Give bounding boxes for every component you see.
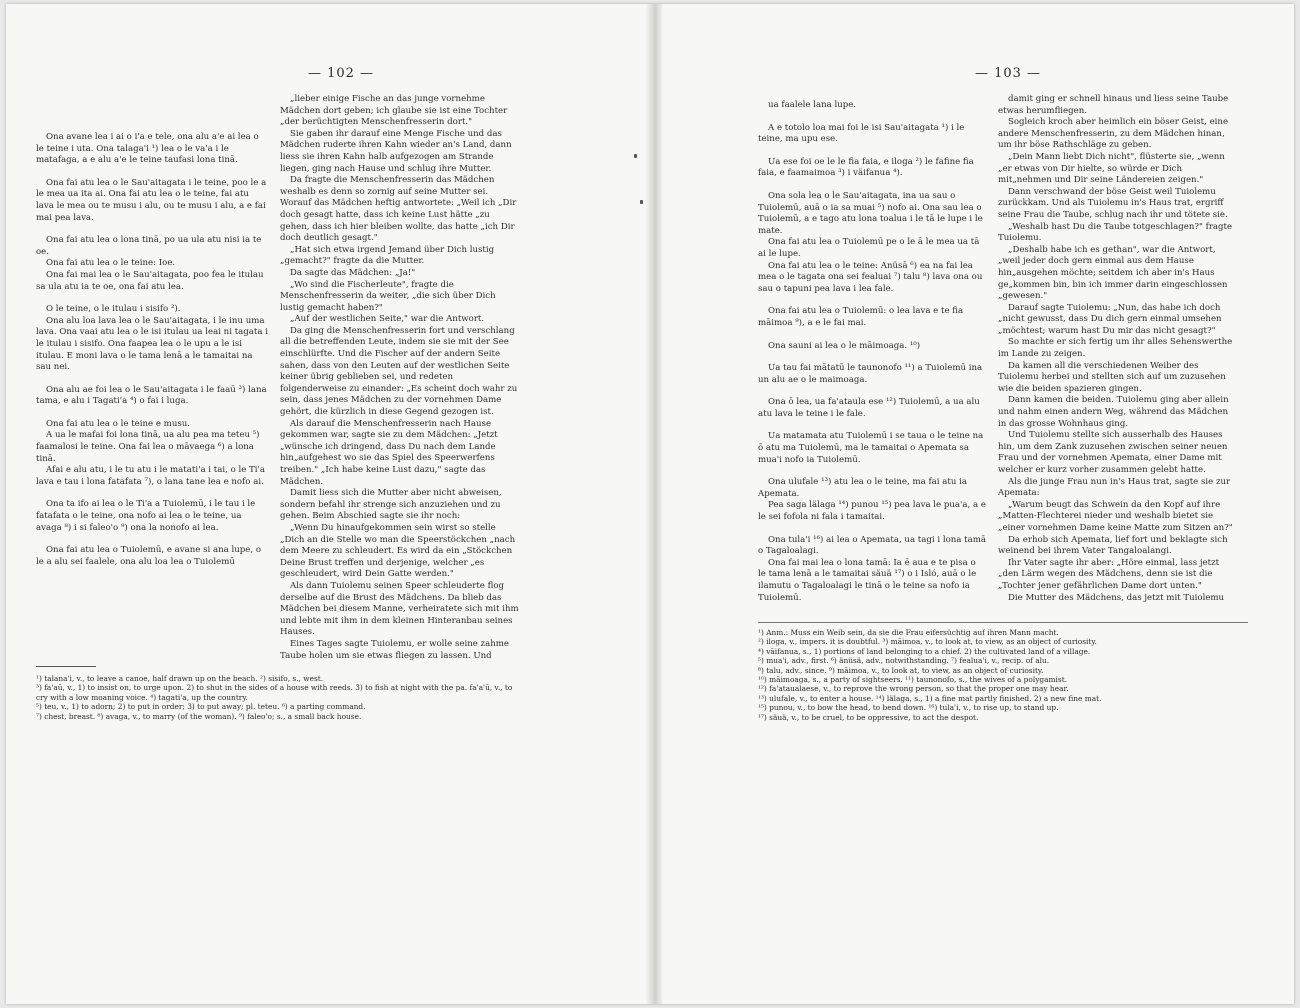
paragraph: A ua le mafai foi lona tinā, ua alu pea ma teteu ⁵) faamalosi le teine. Ona fai lea o māvaega ⁶) a lona tinā. xyxy=(36,430,260,464)
paragraph: „Hat sich etwa irgend Jemand über Dich lustig „gemacht?" fragte da die Mutter. xyxy=(280,244,495,267)
page-number: — 103 — xyxy=(974,66,1042,81)
german-column xyxy=(280,94,520,662)
paragraph: Ua ese foi oe le le fia faia, e iloga ²) le fafine fia faia, e faamaimoa ³) i väifanua ⁴). xyxy=(758,156,974,179)
paragraph: ua faalele lana lupe. xyxy=(768,100,857,110)
paragraph-gap xyxy=(36,374,268,385)
paragraph-gap xyxy=(758,180,986,191)
paragraph-gap xyxy=(758,330,986,341)
paragraph-gap xyxy=(36,293,268,304)
footnotes xyxy=(36,674,526,721)
footnote-line: ¹) Anm.: Muss ein Weib sein, da sie die Frau eifersüchtig auf ihren Mann macht. xyxy=(758,628,1059,637)
paragraph: Ihr Vater sagte ihr aber: „Höre einmal, lass jetzt „den Lärm wegen des Mädchens, denn sie ist die „Tochter jener gefährlichen Dame dort unten." xyxy=(998,557,1220,591)
scan-speck xyxy=(634,154,637,158)
paragraph-gap xyxy=(758,295,986,306)
paragraph: Ona ulufale ¹³) atu lea o le teine, ma fai atu ia Apemata. xyxy=(758,477,967,499)
footnote-line: ¹²) fa'ataualaese, v., to reprove the wrong person, so that the proper one may hear. xyxy=(758,684,1069,694)
footnote-line: ⁸) talu, adv., since. ⁹) māimoa, v., to look at, to view, as an object of curiosity. xyxy=(758,665,1044,675)
paragraph-gap xyxy=(758,112,986,123)
footnote-line: ²) iloga, v., impers. it is doubtful. ³) māimoa, v., to look at, to view, as an object of curiosity. xyxy=(758,637,1097,647)
footnote-line: ¹) talana'i, v., to leave a canoe, half drawn up on the beach. ²) sisifo, s., west. xyxy=(36,674,324,683)
paragraph: Ona tula'i ¹⁶) ai lea o Apemata, ua tagi i lona tamā o Tagaloalagi. xyxy=(758,534,987,557)
paragraph: Ona fai atu lea o le teine e musu. xyxy=(46,418,191,429)
paragraph: Ona alu ae foi lea o le Sau'aitagata i le faaū ³) lana tama, e alu i Tagati'a ⁴) o fai i luga. xyxy=(36,384,267,407)
paragraph: Sie gaben ihr darauf eine Menge Fische und das Mädchen ruderte ihren Kahn wieder an's Land, dann liess sie ihren Kahn halb aufgezogen am Strande liegen, ging nach Hause und schlug ihre Mutter. xyxy=(280,128,512,174)
paragraph: Ona fai atu lea o le teine: Ioe. xyxy=(46,258,176,269)
scan-speck xyxy=(640,200,643,204)
paragraph-gap xyxy=(36,167,268,178)
footnote-line: ¹³) ulufale, v., to enter a house. ¹⁴) lälaga, s., 1) a fine mat partly finished. 2) a new fine mat. xyxy=(758,693,1102,703)
footnote-line: ⁷) chest, breast. ⁸) avaga, v., to marry (of the woman). ⁹) faleo'o; s., a small back house. xyxy=(36,711,362,721)
paragraph: O le teine, o le itulau i sisifo ²). xyxy=(46,304,181,315)
paragraph: So machte er sich fertig um ihr alles Sehenswerthe im Lande zu zeigen. xyxy=(998,337,1233,360)
footnote-line: ⁵) teu, v., 1) to adorn; 2) to put in order; 3) to put away; pl. teteu. ⁶) a parting command. xyxy=(36,702,366,712)
footnote-line: ¹⁰) māimoaga, s., a party of sightseers. ¹¹) taunonofo, s., the wives of a polygamist. xyxy=(758,675,1068,685)
paragraph: „Weshalb hast Du die Taube totgeschlagen?" fragte Tuiolemu. xyxy=(998,221,1233,244)
paragraph: Als die junge Frau nun in's Haus trat, sagte sie zur Apemata: xyxy=(998,476,1231,499)
paragraph: „lieber einige Fische an das junge vornehme Mädchen dort geben; ich glaube sie ist eine Tochter „der berüchtigten Menschenfresserin dort." xyxy=(280,94,508,128)
paragraph: Ona ta ifo ai lea o le Ti'a a Tuiolemū, i le tau i le fatafata o le teine, ona nofo ai lea o le teine, ua avaga ⁸) i si faleo'o ⁹) ona la nonofo ai lea. xyxy=(36,499,256,533)
paragraph: Da kamen all die verschiedenen Weiber des Tuiolemu herbei und stellten sich auf um zuzusehen wie die beiden spazieren gingen. xyxy=(998,360,1226,394)
paragraph: „Wo sind die Fischerleute", fragte die Menschenfresserin da weiter, „die sich über Dich lustig gemacht haben?" xyxy=(280,279,496,313)
footnote-line: ³) fa'aū, v., 1) to insist on, to urge upon. 2) to shut in the sides of a house with reeds. 3) to fish at night with the pa. fa'a'ū, v., to cry with a low moaning voice. ⁴) tagati'a, up the country. xyxy=(36,683,513,702)
paragraph-gap xyxy=(758,146,986,157)
paragraph: Da sagte das Mädchen: „Ja!" xyxy=(290,267,416,278)
paragraph: Ona fai mai lea o le Sau'aitagata, poo fea le itulau sa ula atu ia te oe, ona fai atu lea. xyxy=(36,269,264,292)
samoan-column xyxy=(758,100,986,604)
paragraph-gap xyxy=(758,386,986,397)
footnote-line: ⁵) mua'i, adv., first. ⁶) änüsä, adv., notwithstanding. ⁷) fealua'i, v., recip. of alu. xyxy=(758,656,1050,666)
samoan-column xyxy=(36,132,268,568)
footnote-line: ¹⁵) punou, v., to bow the head, to bend down. ¹⁶) tula'i, v., to rise up, to stand up. xyxy=(758,703,1059,713)
paragraph: Ona fai atu lea o Tuiolemū, e avane si ana lupe, o le a alu sei faalele, ona alu loa lea o Tuiolemū xyxy=(36,545,262,567)
paragraph: Als dann Tuiolemu seinen Speer schleuderte flog derselbe auf die Brust des Mädchens. Da blieb das Mädchen bei diesem Manne, verheiratete sich mit ihm und lebte mit ihm in dem kleinen Hinteranbau seines Hauses. xyxy=(280,580,519,638)
page-number: — 102 — xyxy=(307,66,375,81)
paragraph: Dann kamen die beiden. Tuiolemu ging aber allein und nahm einen andern Weg, während das Mädchen in das grosse Wohnhaus ging. xyxy=(998,395,1229,429)
paragraph: Da erhob sich Apemata, lief fort und beklagte sich weinend bei ihrem Vater Tangaloalangi. xyxy=(998,534,1228,557)
footnote-line: ¹⁷) säuä, v., to be cruel, to be oppressive, to act the despot. xyxy=(758,712,979,722)
paragraph-gap xyxy=(758,352,986,363)
paragraph-gap xyxy=(36,408,268,419)
paragraph: Ona sola lea o le Sau'aitagata, ina ua sau o Tuiolemū, auā o ia sa muai ⁵) nofo ai. Ona sau lea o Tuiolemū, a e tago atu lona toalua i le tā le lupe i le mate. xyxy=(758,190,983,236)
paragraph: Ona avane lea i ai o i'a e tele, ona alu a'e ai lea o le teine i uta. Ona talaga'i ¹) lea o le va'a i le matafaga, a e alu a'e le teine taufasi lona tinā. xyxy=(36,132,259,166)
paragraph: „Warum beugt das Schwein da den Kopf auf ihre „Matten-Flechterei nieder und weshalb bietet sie „einer vornehmen Dame keine Matte zum Sitzen an?" xyxy=(998,499,1233,533)
paragraph: „Deshalb habe ich es gethan", war die Antwort, „weil jeder doch gern einmal aus dem Hause hin„ausgehen möchte; seitdem ich aber in's Haus ge„kommen bin, bin ich immer darin eingeschlossen „gewesen." xyxy=(998,244,1228,302)
paragraph: Ua matamata atu Tuiolemū i se taua o le teine na ō atu ma Tuiolemū, ma le tamaitai o Apemata sa mua'i nofo ia Tuiolemū. xyxy=(758,431,984,465)
paragraph: A e totolo loa mai foi le isi Sau'aitagata ¹) i le teine, ma upu ese. xyxy=(758,122,965,145)
right-page xyxy=(662,4,1294,1004)
paragraph: Ona ō lea, ua fa'ataula ese ¹²) Tuiolemū, a ua alu atu lava le teine i le fale. xyxy=(758,397,980,419)
paragraph: damit ging er schnell hinaus und liess seine Taube etwas herumfliegen. xyxy=(998,94,1229,116)
paragraph: Damit liess sich die Mutter aber nicht abweisen, sondern befahl ihr strenge sich anzuziehen und zu gehen. Beim Abschied sagte sie ihr noch: xyxy=(280,488,502,522)
paragraph-gap xyxy=(758,466,986,477)
paragraph: Als darauf die Menschenfresserin nach Hause gekommen war, sagte sie zu dem Mädchen: „Jetzt „wünsche ich dringend, dass Du nach dem Lande hin„aufgehest wo sie das Spiel des Speerwerfens treiben." „Ich habe keine Lust dazu," sagte das Mädchen. xyxy=(280,418,498,487)
paragraph-gap xyxy=(36,534,268,545)
paragraph: Ua tau fai mātatū le taunonofo ¹¹) a Tuiolemū ina un alu ae o le maimoaga. xyxy=(758,363,983,385)
paragraph-gap xyxy=(758,524,986,535)
paragraph: Ona sauni ai lea o le māimoaga. ¹⁰) xyxy=(768,340,921,351)
left-page xyxy=(6,4,646,1004)
page-gutter xyxy=(646,4,662,1004)
paragraph-gap xyxy=(36,224,268,235)
paragraph: Ona fai mai lea o lona tamā: Ia ē aua e te pisa o le tama lenā a le tamaitai säuä ¹⁷) o i Isló, auā o le ilamutu o Tagaloalagi le tinā o le teine sa nofo ia Tuiolemū. xyxy=(758,557,977,603)
paragraph: Afai e alu atu, i le tu atu i le matati'a i tai, o le Ti'a lava e tau i lona fatafata ⁷), o lana tane lea e nofo ai. xyxy=(36,465,266,487)
footnote-rule xyxy=(36,666,96,667)
paragraph: Pea saga lälaga ¹⁴) punou ¹⁵) pea lava le pua'a, a e le sei fofola ni fala i tamaitai. xyxy=(758,500,986,523)
footnotes xyxy=(758,628,1248,722)
paragraph: Eines Tages sagte Tuiolemu, er wolle seine zahme Taube holen um sie etwas fliegen zu lassen. Und xyxy=(280,638,509,661)
paragraph: „Dein Mann liebt Dich nicht", flüsterte sie, „wenn „er etwas von Dir hielte, so würde er Dich mit„nehmen und Dir seine Ländereien zeigen." xyxy=(998,151,1225,186)
paragraph: Ona alu loa lava lea o le Sau'aitagata, i le inu uma lava. Ona vaai atu lea o le isi itulau ua leai ni tagata i le itulau i sisifo. Ona faapea lea o le upu a le isi itulau. E moni lava o le tama lenā a le tamaitai na sau nei. xyxy=(36,315,268,373)
german-column xyxy=(998,94,1238,604)
paragraph: Darauf sagte Tuiolemu: „Nun, das habe ich doch „nicht gewusst, dass Du dich gern einmal umsehen „möchtest; warum hast Du mir das nicht gesagt?" xyxy=(998,302,1222,336)
paragraph: „Auf der westlichen Seite," war die Antwort. xyxy=(290,314,485,325)
book-spread xyxy=(6,4,1294,1004)
paragraph: „Wenn Du hinaufgekommen sein wirst so stelle „Dich an die Stelle wo man die Speerstöckchen „nach dem Meere zu schleudert. Es wird da ein „Stöckchen Deine Brust treffen und derjenige, welcher „es geschleudert, wird Dein Gatte werden." xyxy=(280,522,516,580)
paragraph: Dann verschwand der böse Geist weil Tuiolemu zurückkam. Und als Tuiolemu in's Haus trat, ergriff seine Frau die Taube, schlug nach ihr und tötete sie. xyxy=(998,186,1228,220)
paragraph: Ona fai atu lea o le teine: Anüsā ⁶) ea na fai lea mea o le tagata ona sei fealuai ⁷) talu ⁸) lava ona ou sau o tapuni pea lava i lea fale. xyxy=(758,260,983,294)
paragraph: Ona fai atu lea o Tuiolemū: o lea lava e te fia māimoa ⁹), a e le fai mai. xyxy=(758,306,964,328)
paragraph: Die Mutter des Mädchens, das jetzt mit Tuiolemu xyxy=(1008,592,1225,603)
paragraph: Da ging die Menschenfresserin fort und verschlang all die betreffenden Leute, indem sie sie mit der See einschlürfte. Und die Fischer auf der andern Seite sahen, dass von den Leuten auf der westlichen Seite keiner übrig geblieben sei, und redeten folgenderweise zu einander: „Es scheint doch wahr zu sein, dass jenes Mädchen zu der vornehmen Dame gehört, die kürzlich in diese Gegend gezogen ist. xyxy=(280,325,518,418)
footnote-line: ⁴) vāifanua, s., 1) portions of land belonging to a chief. 2) the cultivated land of a village. xyxy=(758,646,1091,656)
paragraph: Und Tuiolemu stellte sich ausserhalb des Hauses hin, um dem Zank zuzusehen zwischen seiner neuen Frau und der vornehmen Apemata, einer Dame mit welcher er kurz vorher zusammen gelebt hatte. xyxy=(998,430,1228,475)
paragraph-gap xyxy=(758,420,986,431)
paragraph: Sogleich kroch aber heimlich ein böser Geist, eine andere Menschenfresserin, zu dem Mädchen hinan, um ihr böse Rathschläge zu geben. xyxy=(998,117,1229,151)
paragraph: Ona fai atu lea o le Sau'aitagata i le teine, poo le a le mea ua ita ai. Ona fai atu lea o le teine, fai atu lava le mea ou te musu i alu, ou te musu i alu, a e fai mai pea lava. xyxy=(36,177,267,223)
footnote-rule xyxy=(758,622,1248,623)
paragraph: Ona fai atu lea o Tuiolemū pe o le ā le mea ua tā ai le lupe. xyxy=(758,237,980,259)
paragraph-gap xyxy=(36,488,268,499)
paragraph: Ona fai atu lea o lona tinā, po ua ula atu nisi ia te oe. xyxy=(36,235,262,257)
paragraph: Da fragte die Menschenfresserin das Mädchen weshalb es denn so zornig auf seine Mutter sei. Worauf das Mädchen heftig antwortete: „Weil ich „Dir doch gesagt hatte, dass ich keine Lust hätte „zu gehen, dass ich hier bleiben wollte, das hatte „ich Dir doch deutlich gesagt." xyxy=(280,175,517,244)
